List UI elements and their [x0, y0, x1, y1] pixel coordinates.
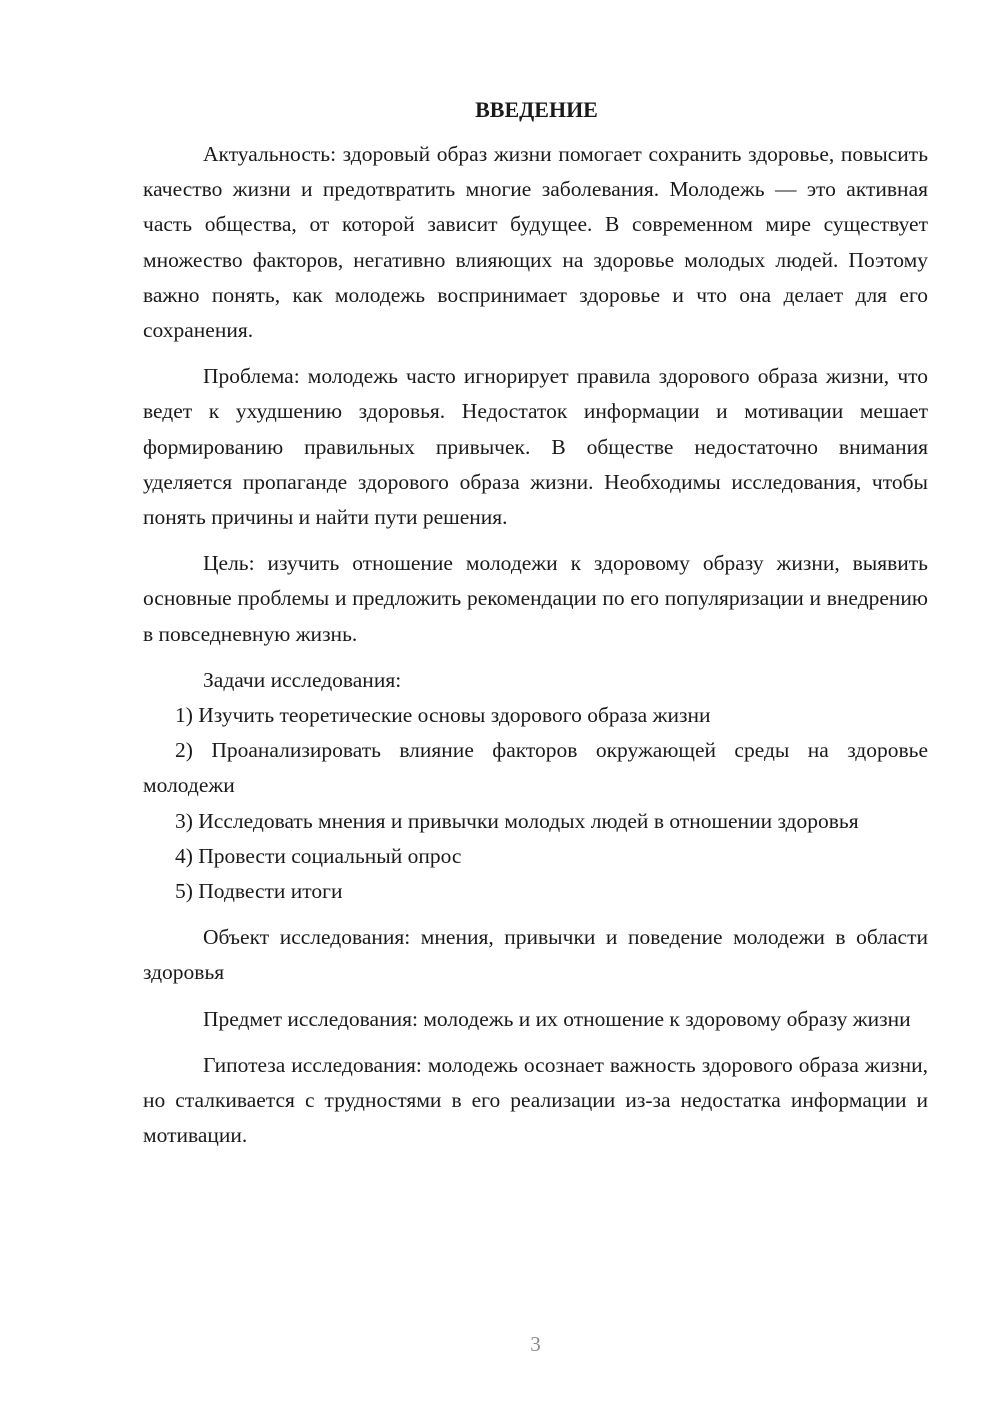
relevance-paragraph: Актуальность: здоровый образ жизни помогает сохранить здоровье, повысить качество жизни и предотвратить многие заболевания. Молодежь — это активная часть общества, от которой зависит будущее. В современном мире существует множество факторов, негативно влияющих на здоровье молодых людей. Поэтому важно понять, как молодежь воспринимает здоровье и что она делает для его сохранения. — [143, 142, 928, 343]
problem-paragraph: Проблема: молодежь часто игнорирует правила здорового образа жизни, что ведет к ухудшению здоровья. Недостаток информации и мотивации мешает формированию правильных привычек. В обществе недостаточно внимания уделяется пропаганде здорового образа жизни. Необходимы исследования, чтобы понять причины и найти пути решения. — [143, 364, 928, 530]
page-number: 3 — [530, 1332, 541, 1356]
tasks-list — [143, 698, 928, 909]
object-paragraph: Объект исследования: мнения, привычки и поведение молодежи в области здоровья — [143, 925, 928, 985]
list-item: 4) Провести социальный опрос — [175, 843, 462, 868]
document-page — [143, 92, 928, 1153]
list-item: 1) Изучить теоретические основы здорового образа жизни — [175, 703, 711, 728]
list-item: 2) Проанализировать влияние факторов окружающей среды на здоровье молодежи — [143, 738, 928, 798]
list-item: 3) Исследовать мнения и привычки молодых людей в отношении здоровья — [175, 808, 859, 833]
hypothesis-paragraph: Гипотеза исследования: молодежь осознает важность здорового образа жизни, но сталкивается с трудностями в его реализации из-за недостатка информации и мотивации. — [143, 1052, 928, 1148]
page-title: ВВЕДЕНИЕ — [475, 97, 598, 122]
goal-paragraph: Цель: изучить отношение молодежи к здоровому образу жизни, выявить основные проблемы и предложить рекомендации по его популяризации и внедрению в повседневную жизнь. — [143, 551, 928, 646]
subject-paragraph: Предмет исследования: молодежь и их отношение к здоровому образу жизни — [203, 1006, 911, 1031]
list-item: 5) Подвести итоги — [175, 879, 343, 904]
tasks-heading: Задачи исследования: — [203, 667, 402, 692]
